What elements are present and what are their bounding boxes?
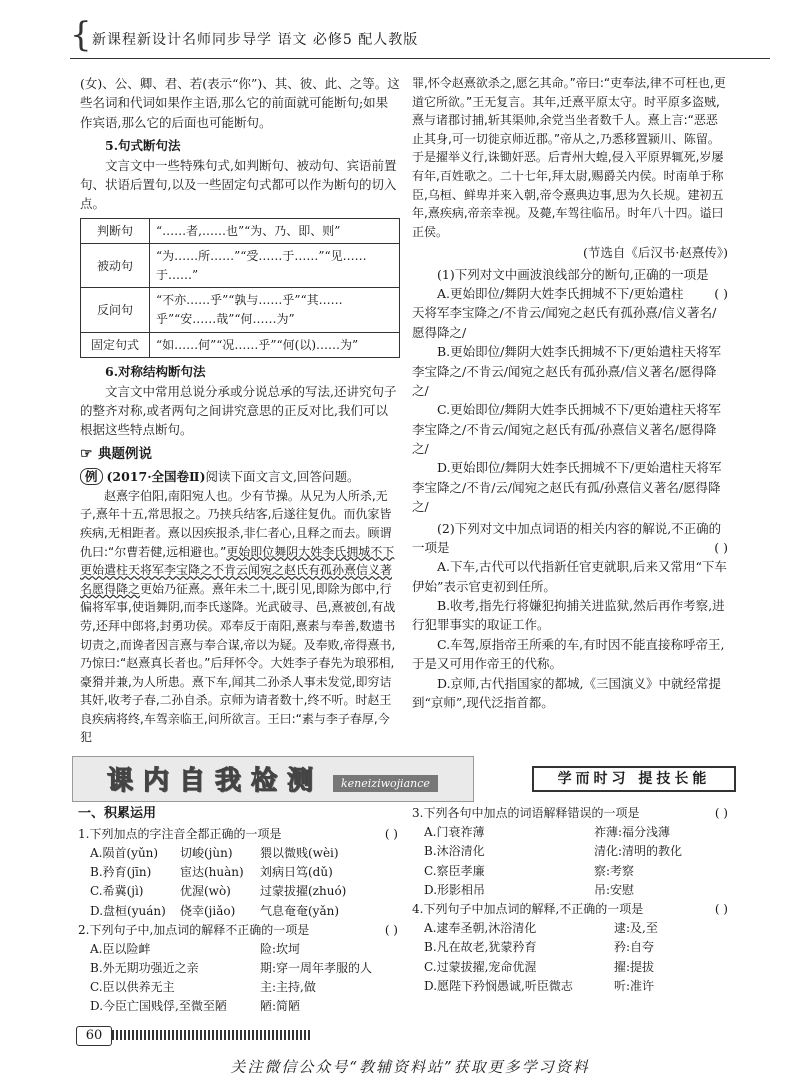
q2-option[interactable]: D.京师,古代指国家的都城,《三国演义》中就经常提到“京师”,现代泛指首都。 xyxy=(412,675,721,710)
q1-option[interactable] xyxy=(78,863,398,882)
example-heading xyxy=(80,444,400,466)
passage-part-2: 罪,怀令赵熹欲杀之,愿乞其命。”帝曰:“吏奉法,律不可枉也,更道它所欲。”王无复言。其年,迁熹平原太守。时平原多盗贼,熹与诸郡讨捕,斩其渠帅,余党当坐者数千人。熹上言:“恶恶止其身,可一切徙京师近郡。”帝从之,乃悉移置颍川、陈留。于是擢举义行,诛锄奸恶。后青州大蝗,侵入平原界辄死,岁屡有年,百姓歌之。二十七年,拜太尉,赐爵关内侯。时南单于称臣,乌桓、鲜卑并来入朝,帝令熹典边事,思为久长规。建初五年,熹疾病,帝亲幸视。及薨,车驾往临吊。时年八十四。谥曰正侯。 xyxy=(412,76,726,239)
passage-text-b: 更始乃征熹。熹年未二十,既引见,即除为郎中,行偏将军事,使诣舞阴,而李氏遂降。光武破寻、邑,熹被创,有战劳,还拜中郎将,封勇功侯。邓奉反于南阳,熹素与奉善,数遗书切责之,而谗者因言熹与奉合谋,帝以为疑。及奉败,帝得熹书,乃惊曰:“赵熹真长者也。”后拜怀令。大姓李子春先为琅邪相,豪猾并兼,为人所患。熹下车,闻其二孙杀人事未发觉,即穷诘其奸,收考子春,二孙自杀。京师为请者数十,终不听。时赵王良疾病将终,车驾亲临王,问所欲言。王曰:“素与李子春厚,今犯 xyxy=(80,581,396,745)
passage-text-a: 赵熹字伯阳,南阳宛人也。少有节操。从兄为人所杀,无子,熹年十五,常思报之。乃挟兵结客,后遂往复仇。而仇家皆疾病,无相距者。熹以因疾报杀,非仁者心,且释之而去。顾谓仇曰:“尔曹若健,远相避也。” xyxy=(80,488,392,559)
option-part: C.察臣孝廉 xyxy=(424,863,485,878)
option-part: A.门衰祚薄 xyxy=(424,825,485,840)
option-part: 察:考察 xyxy=(594,863,635,878)
q1-option[interactable]: A.更始即位/舞阴大姓李氏拥城不下/更始遣柱天将军李宝降之/不肯云/闻宛之赵氏有孤孙熹/信义著名/愿得降之/ xyxy=(412,286,717,340)
option-part: A.逮奉圣朝,沐浴清化 xyxy=(424,921,537,936)
q2-stem: 2.下列句子中,加点词的解释不正确的一项是 xyxy=(78,922,310,937)
option-part: 险:坎坷 xyxy=(260,941,301,956)
q2-option[interactable] xyxy=(78,997,398,1016)
citation: (节选自《后汉书·赵熹传》) xyxy=(583,245,728,261)
heading-5: 5.句式断句法 xyxy=(105,138,181,154)
right-column xyxy=(412,74,728,712)
header-brace-icon: { xyxy=(70,15,92,55)
q4-option[interactable] xyxy=(412,977,728,996)
q2-option[interactable]: B.收考,指先行将嫌犯拘捕关进监狱,然后再作考察,进行犯罪事实的取证工作。 xyxy=(412,598,725,633)
q1-option[interactable]: C.更始即位/舞阴大姓李氏拥城不下/更始遣柱天将军李宝降之/不肯云/闻宛之赵氏有孤/孙熹信义著名/愿得降之/ xyxy=(412,402,722,457)
q2-option[interactable]: A.下车,古代可以代指新任官吏就职,后来又常用“下车伊始”表示官吏初到任所。 xyxy=(412,559,727,594)
q4-option[interactable] xyxy=(412,958,728,977)
option-part: C.过蒙拔擢,宠命优渥 xyxy=(424,959,537,974)
option-part: 过蒙拔擢(zhuó) xyxy=(260,884,347,899)
page-number-bar xyxy=(112,1030,312,1040)
q1-option[interactable] xyxy=(78,902,398,921)
example-intro xyxy=(80,467,400,486)
section-banner xyxy=(72,756,732,800)
heading-6: 6.对称结构断句法 xyxy=(105,364,206,380)
option-part: 猥以微贱(wèi) xyxy=(260,845,339,860)
answer-blank[interactable]: ( ) xyxy=(384,826,398,841)
option-part: B.凡在故老,犹蒙矜育 xyxy=(424,940,537,955)
header-title: 新课程新设计名师同步导学 语文 必修5 配人教版 xyxy=(92,32,419,48)
option-part: 祚薄:福分浅薄 xyxy=(594,825,671,840)
q3-option[interactable] xyxy=(412,881,728,900)
option-part: A.臣以险衅 xyxy=(90,941,151,956)
passage-part-1 xyxy=(80,487,400,747)
banner-motto: 学而时习 提技长能 xyxy=(532,766,736,792)
q2-option[interactable] xyxy=(78,940,398,959)
option-part: 擢:提拔 xyxy=(614,959,655,974)
table-row xyxy=(81,332,400,358)
q1-option[interactable]: B.更始即位/舞阴大姓李氏拥城不下/更始遣柱天将军李宝降之/不肯云/闻宛之赵氏有孤孙熹/信义著名/愿得降之/ xyxy=(412,344,722,398)
option-part: 清化:清明的教化 xyxy=(594,844,683,859)
answer-blank[interactable]: ( ) xyxy=(384,922,398,937)
example-title: 典题例说 xyxy=(98,445,152,462)
option-part: B.外无期功强近之亲 xyxy=(90,961,199,976)
q4-option[interactable] xyxy=(412,919,728,938)
table-key: 判断句 xyxy=(81,218,150,244)
option-part: D.愿陛下矜悯愚诚,听臣微志 xyxy=(424,978,573,993)
table-val: “不亦……乎”“孰与……乎”“其……乎”“安……哉”“何……为” xyxy=(150,288,400,332)
option-part: C.臣以供养无主 xyxy=(90,980,175,995)
para-5: 文言文中一些特殊句式,如判断句、被动句、宾语前置句、状语后置句,以及一些固定句式都可以作为断句的切入点。 xyxy=(80,157,397,212)
option-part: 切峻(jùn) xyxy=(180,845,233,860)
para-6: 文言文中常用总说分承或分说总承的写法,还讲究句子的整齐对称,或者两句之间讲究意思的正反对比,我们可以根据这些特点断句。 xyxy=(80,383,397,438)
q4-stem: 4.下列句子中加点词的解释,不正确的一项是 xyxy=(412,901,644,916)
option-part: C.希冀(jì) xyxy=(90,884,144,899)
answer-blank[interactable]: ( ) xyxy=(714,806,728,820)
table-row xyxy=(81,244,400,288)
banner-left xyxy=(72,756,474,802)
q1-option[interactable] xyxy=(78,882,398,901)
q1-option[interactable] xyxy=(78,844,398,863)
q3-stem: 3.下列各句中加点的词语解释错误的一项是 xyxy=(412,806,640,820)
option-part: D.盘桓(yuán) xyxy=(90,903,166,918)
page-header xyxy=(70,15,770,59)
exercise-q4 xyxy=(412,900,728,919)
left-column xyxy=(80,74,400,747)
q1-stem: 1.下列加点的字注音全都正确的一项是 xyxy=(78,826,282,841)
banner-pinyin: keneiziwojiance xyxy=(333,775,438,792)
exercise-q1 xyxy=(78,825,398,844)
option-part: D.形影相吊 xyxy=(424,882,486,897)
option-part: B.沐浴清化 xyxy=(424,844,485,859)
option-part: 逮:及,至 xyxy=(614,921,658,936)
exercise-q3 xyxy=(412,804,728,823)
exercise-q2 xyxy=(78,921,398,940)
q4-option[interactable] xyxy=(412,938,728,957)
question-1 xyxy=(412,265,728,302)
q3-option[interactable] xyxy=(412,842,728,861)
question-2-stem: (2)下列对文中加点词语的相关内容的解说,不正确的一项是 xyxy=(412,520,722,555)
table-row xyxy=(81,288,400,332)
option-part: 陋:简陋 xyxy=(260,999,301,1014)
q2-option[interactable]: C.车驾,原指帝王所乘的车,有时因不能直接称呼帝王,于是又可用作帝王的代称。 xyxy=(412,636,725,672)
exercise-right xyxy=(412,804,728,996)
option-part: 气息奄奄(yǎn) xyxy=(260,903,340,918)
table-row xyxy=(81,218,400,244)
section-heading: 一、积累运用 xyxy=(78,806,157,821)
sentence-type-table xyxy=(80,218,400,359)
option-part: 侥幸(jiǎo) xyxy=(180,903,236,918)
example-tag: 例 xyxy=(80,468,103,485)
answer-blank[interactable]: ( ) xyxy=(714,539,728,555)
table-key: 固定句式 xyxy=(81,332,150,358)
question-2 xyxy=(412,519,728,558)
option-part: 矜:自夸 xyxy=(614,940,655,955)
question-1-stem: (1)下列对文中画波浪线部分的断句,正确的一项是 xyxy=(437,266,709,282)
option-part: 宦达(huàn) xyxy=(180,865,244,880)
q3-option[interactable] xyxy=(412,862,728,881)
option-part: 刘病日笃(dǔ) xyxy=(260,865,333,880)
table-val: “为……所……”“受……于……”“见……于……” xyxy=(150,244,400,288)
example-source: (2017·全国卷Ⅱ) xyxy=(106,469,206,485)
option-part: 优渥(wò) xyxy=(180,884,231,899)
passage-wavy-text: 更始即位舞阴大姓李氏拥城不下更始遣柱天将军李宝降之不肯云闻宛之赵氏有孤孙熹信义著名愿得降之 xyxy=(80,544,395,596)
option-part: B.矜育(jīn) xyxy=(90,865,152,880)
option-part: D.今臣亡国贱俘,至微至陋 xyxy=(90,999,227,1014)
exercise-left xyxy=(78,804,398,1017)
footer-note: 关注微信公众号“教辅资料站”获取更多学习资料 xyxy=(230,1058,590,1076)
table-key: 被动句 xyxy=(81,244,150,288)
answer-blank[interactable]: ( ) xyxy=(714,286,728,302)
example-instruction: 阅读下面文言文,回答问题。 xyxy=(205,469,360,485)
option-part: 吊:安慰 xyxy=(594,882,635,897)
q3-option[interactable] xyxy=(412,823,728,842)
page-number: 60 xyxy=(76,1026,112,1046)
option-part: 主:主持,做 xyxy=(260,980,316,995)
table-val: “……者,……也”“为、乃、即、则” xyxy=(150,218,400,244)
q2-option[interactable] xyxy=(78,978,398,997)
pointing-hand-icon: ☞ xyxy=(80,445,93,462)
table-val: “如……何”“况……乎”“何(以)……为” xyxy=(150,332,400,358)
option-part: 期:穿一周年孝服的人 xyxy=(260,961,373,976)
answer-blank[interactable]: ( ) xyxy=(714,901,728,916)
table-key: 反问句 xyxy=(81,288,150,332)
q2-option[interactable] xyxy=(78,959,398,978)
option-part: 听:准许 xyxy=(614,978,655,993)
intro-text: (女)、公、卿、君、若(表示“你”)、其、彼、此、之等。这些名词和代词如果作主语,那么它的前面就可能断句;如果作宾语,那么它的后面也可能断句。 xyxy=(80,76,400,130)
q1-option[interactable]: D.更始即位/舞阴大姓李氏拥城不下/更始遣柱天将军李宝降之/不肯/云/闻宛之赵氏有孤/孙熹信义著名/愿得降之/ xyxy=(412,460,722,515)
banner-title: 课内自我检测 xyxy=(107,766,324,796)
option-part: A.陨首(yǔn) xyxy=(90,845,159,860)
